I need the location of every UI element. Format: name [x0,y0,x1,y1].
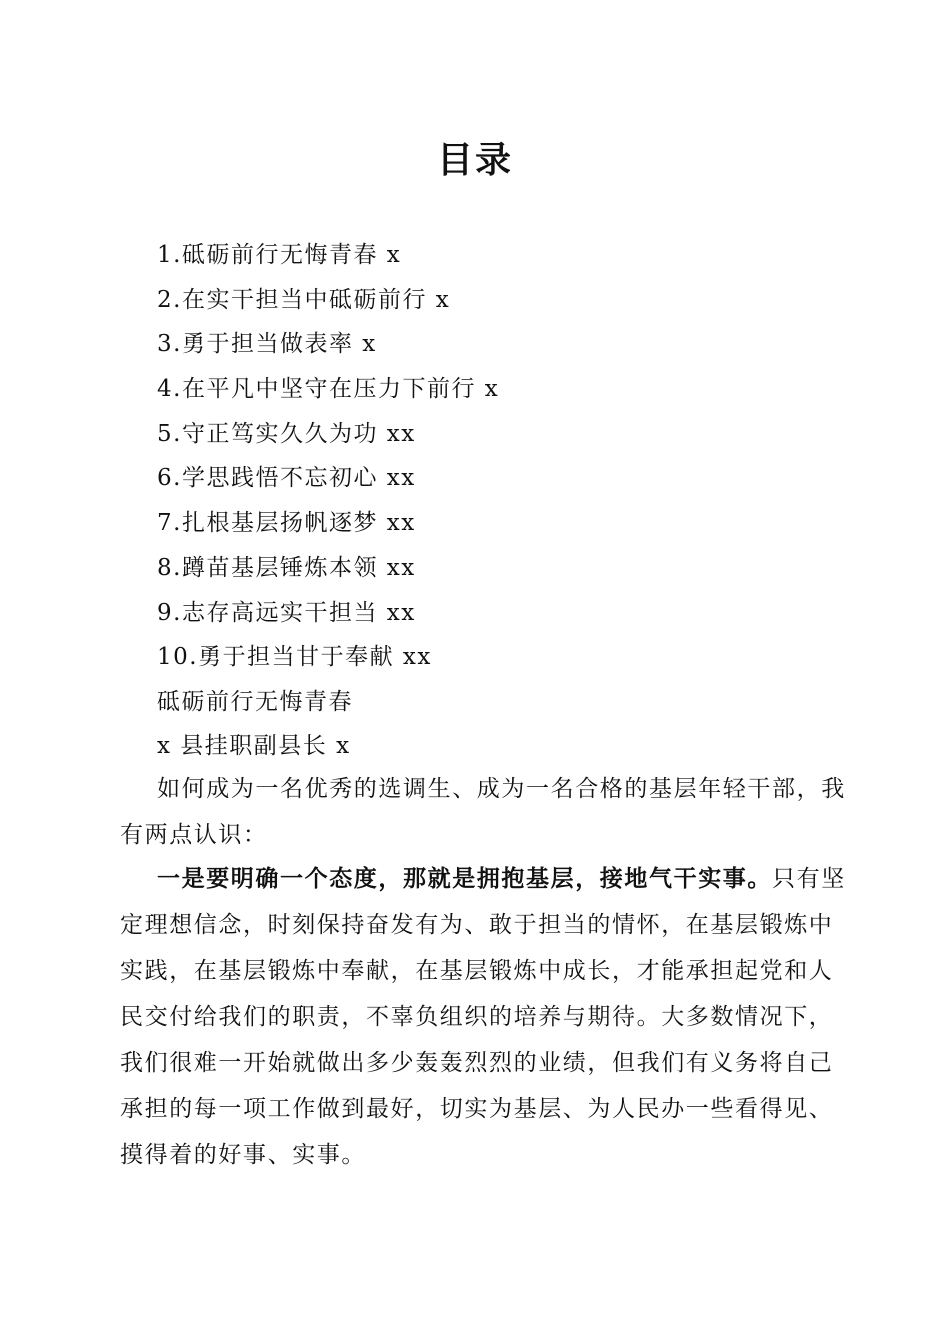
toc-item[interactable]: 1.砥砺前行无悔青春 x [157,242,402,268]
point-one-lead: 一是要明确一个态度，那就是拥抱基层，接地气干实事。 [157,865,772,892]
table-of-contents [157,233,499,680]
toc-item[interactable]: 2.在实干担当中砥砺前行 x [157,286,451,313]
point-one-paragraph [120,856,850,1178]
article-heading: 砥砺前行无悔青春 [157,689,353,715]
toc-item[interactable]: 5.守正笃实久久为功 xx [157,420,416,447]
point-one-body: 只有坚定理想信念，时刻保持奋发有为、敢于担当的情怀，在基层锻炼中实践，在基层锻炼中奉献，在基层锻炼中成长，才能承担起党和人民交付给我们的职责，不辜负组织的培养与期待。大多数情况下，我们很难一开始就做出多少轰轰烈烈的业绩，但我们有义务将自己承担的每一项工作做到最好，切实为基层、为人民办一些看得见、摸得着的好事、实事。 [120,866,846,1168]
toc-item[interactable]: 9.志存高远实干担当 xx [157,599,416,626]
toc-item[interactable]: 10.勇于担当甘于奉献 xx [157,644,432,671]
toc-item[interactable]: 8.蹲苗基层锤炼本领 xx [157,554,416,581]
intro-paragraph: 如何成为一名优秀的选调生、成为一名合格的基层年轻干部，我有两点认识： [120,776,846,848]
toc-item[interactable]: 3.勇于担当做表率 x [157,331,377,358]
page-title: 目录 [436,139,513,181]
toc-item[interactable]: 7.扎根基层扬帆逐梦 xx [157,510,416,537]
article-author: x 县挂职副县长 x [157,733,351,759]
toc-item[interactable]: 4.在平凡中坚守在压力下前行 x [157,376,500,403]
toc-item[interactable]: 6.学思践悟不忘初心 xx [157,465,416,492]
